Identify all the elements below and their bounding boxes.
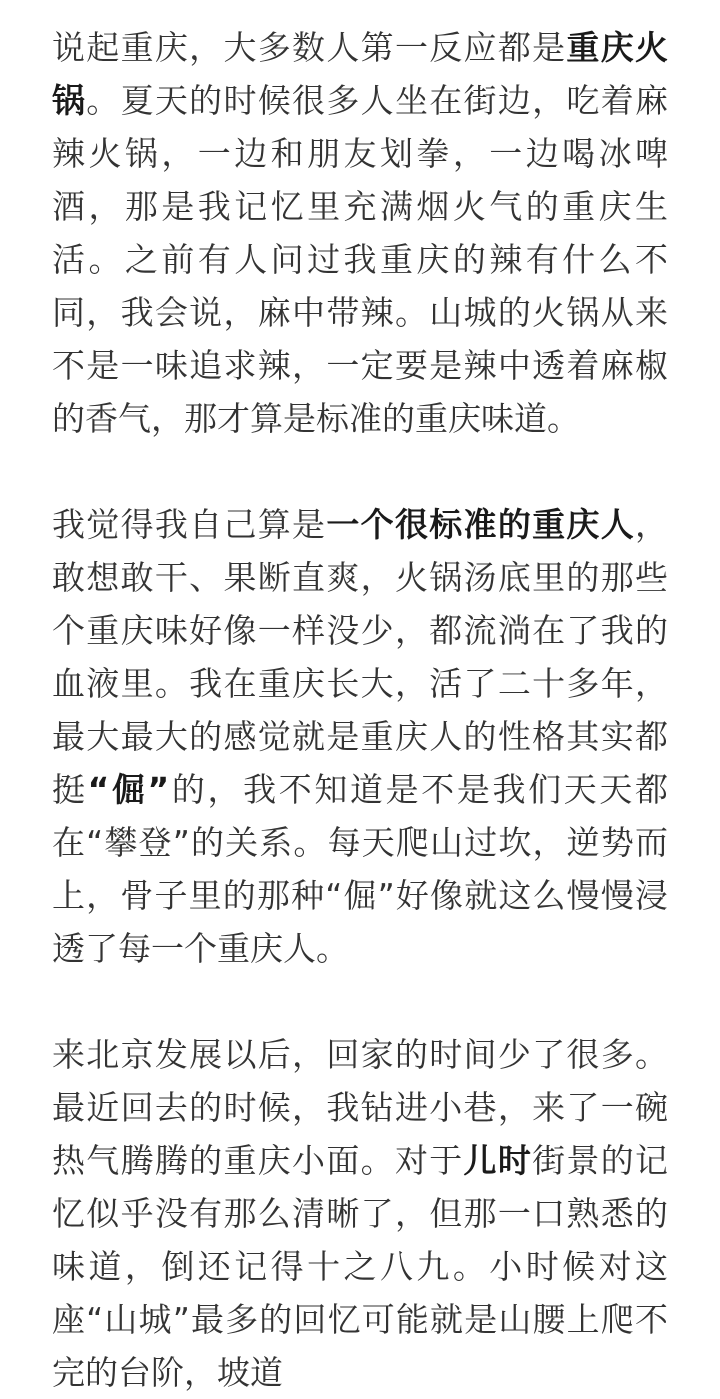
bold-phrase: “倔” [87,770,170,809]
paragraph-beijing [52,1028,668,1399]
article-body [52,0,668,1399]
paragraph-text: 街景的记忆似乎没有那么清晰了，但那一口熟悉的味道，倒还记得十之八九。小时候对这座“山城”最多的回忆可能就是山腰上爬不完的台阶，坡道 [52,1141,669,1392]
paragraph-text: ，敢想敢干、果断直爽，火锅汤底里的那些个重庆味好像一样没少，都流淌在了我的血液里。我在重庆长大，活了二十多年，最大最大的感觉就是重庆人的性格其实都挺 [52,505,669,809]
paragraph-text: 的，我不知道是不是我们天天都在“攀登”的关系。每天爬山过坎，逆势而上，骨子里的那种“倔”好像就这么慢慢浸透了每一个重庆人。 [52,770,669,968]
paragraph-hotpot [52,0,668,445]
paragraph-text: 我觉得我自己算是 [52,505,327,544]
paragraph-text: 。夏天的时候很多人坐在街边，吃着麻辣火锅，一边和朋友划拳，一边喝冰啤酒，那是我记忆里充满烟火气的重庆生活。之前有人问过我重庆的辣有什么不同，我会说，麻中带辣。山城的火锅从来不是一味追求辣，一定要是辣中透着麻椒的香气，那才算是标准的重庆味道。 [52,81,669,438]
paragraph-text: 说起重庆，大多数人第一反应都是 [52,28,567,67]
bold-phrase: 儿时 [463,1141,533,1180]
paragraph-text: 来北京发展以后，回家的时间少了很多。最近回去的时候，我钻进小巷，来了一碗热气腾腾的重庆小面。对于 [52,1035,668,1180]
bold-phrase: 一个很标准的重庆人 [326,505,636,544]
bold-phrase: 重庆火锅 [52,28,669,120]
paragraph-chongqing-person [52,498,668,975]
